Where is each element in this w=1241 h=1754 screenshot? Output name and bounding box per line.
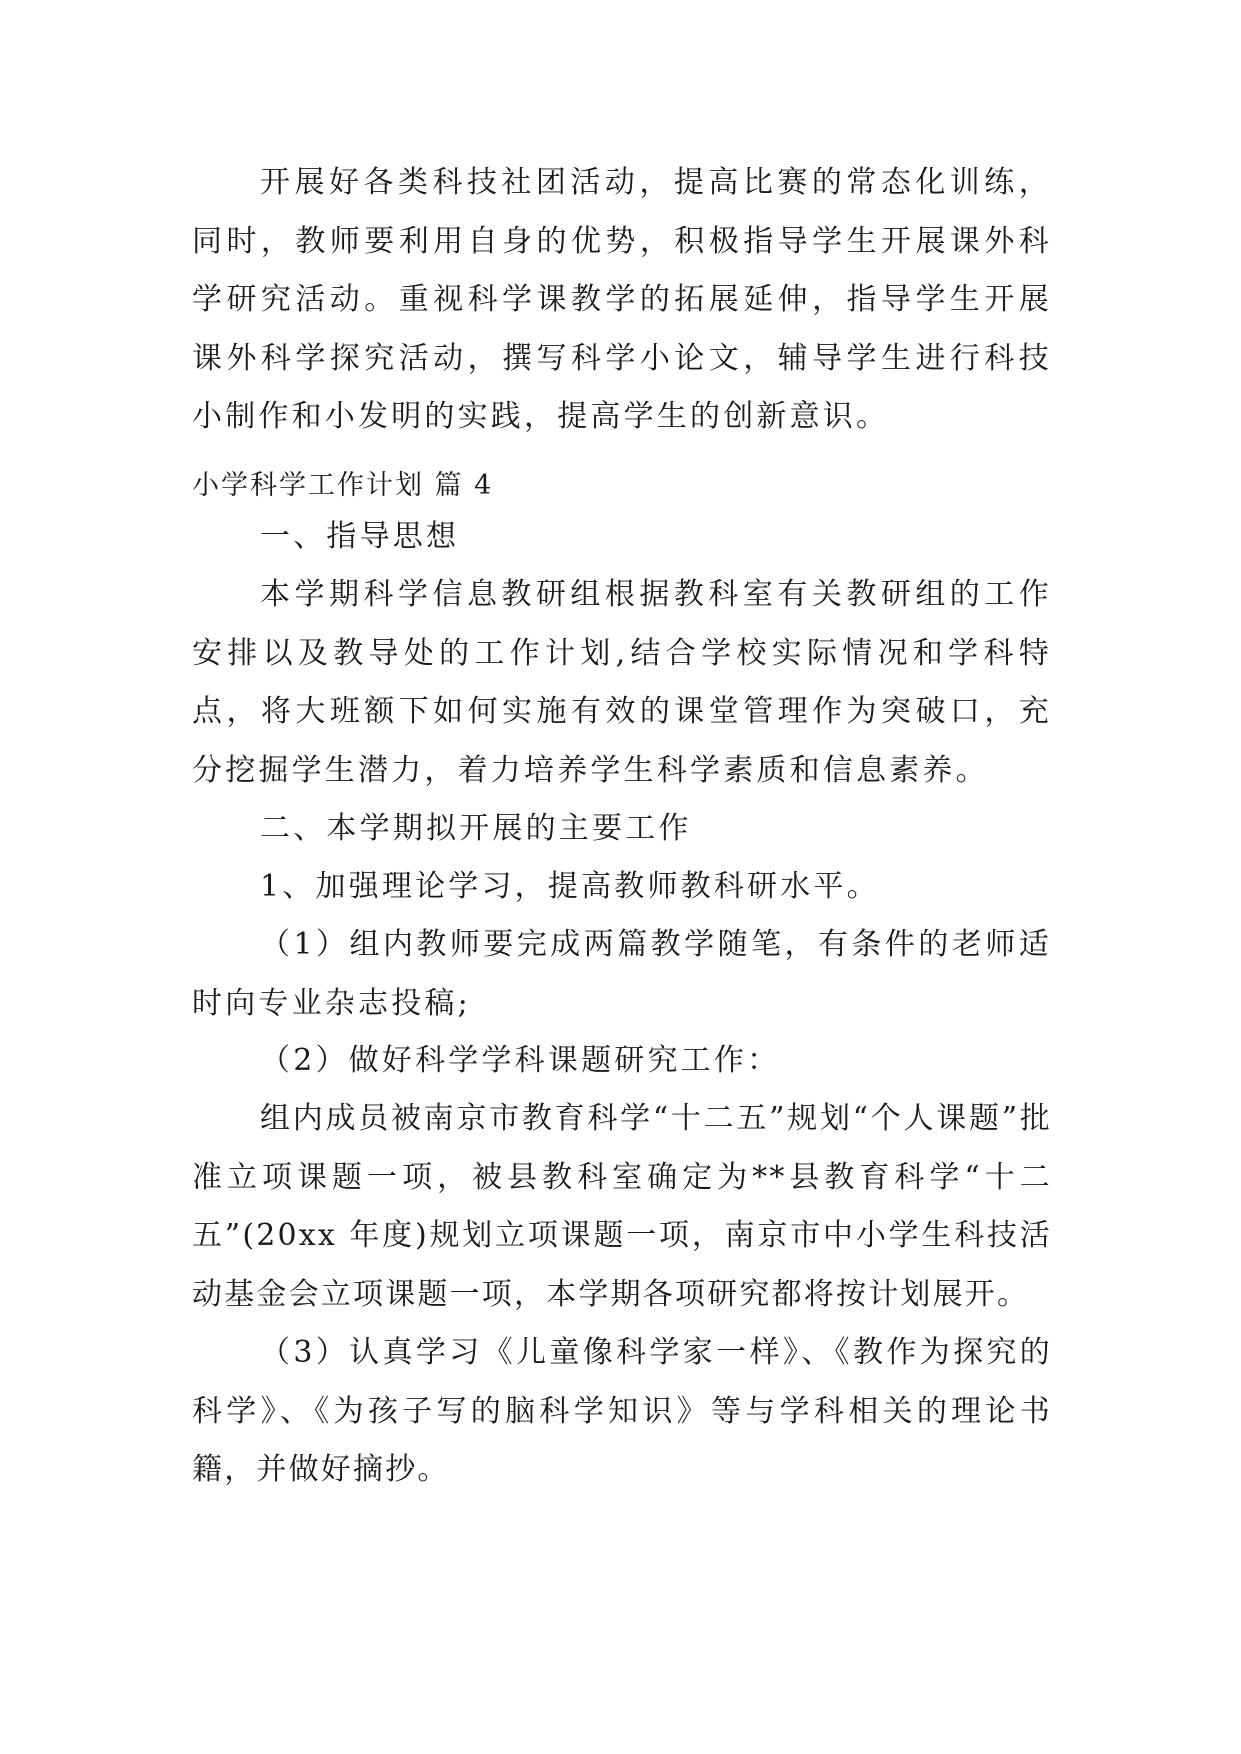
item-theory-study: 1、加强理论学习，提高教师教科研水平。 <box>260 869 880 904</box>
section-title: 小学科学工作计划 篇 4 <box>192 470 494 501</box>
paragraph-guiding-thought: 本学期科学信息教研组根据教科室有关教研组的工作安排以及教导处的工作计划,结合学校实际情况和学科特点，将大班额下如何实施有效的课堂管理作为突破口，充分挖掘学生潜力，着力培养学生科学素质和信息素养。 <box>192 577 1052 788</box>
intro-paragraph: 开展好各类科技社团活动，提高比赛的常态化训练，同时，教师要利用自身的优势，积极指导学生开展课外科学研究活动。重视科学课教学的拓展延伸，指导学生开展课外科学探究活动，撰写科学小论文，辅导学生进行科技小制作和小发明的实践，提高学生的创新意识。 <box>192 165 1052 434</box>
item-2-research: （2）做好科学学科课题研究工作： <box>260 1043 781 1078</box>
heading-main-work: 二、本学期拟开展的主要工作 <box>260 811 692 846</box>
heading-guiding-thought: 一、指导思想 <box>260 519 460 554</box>
item-3-reading: （3）认真学习《儿童像科学家一样》、《教作为探究的科学》、《为孩子写的脑科学知识》等与学科相关的理论书籍，并做好摘抄。 <box>192 1335 1052 1487</box>
item-1-essays: （1）组内教师要完成两篇教学随笔，有条件的老师适时向专业杂志投稿; <box>192 927 1052 1021</box>
paragraph-research-projects: 组内成员被南京市教育科学“十二五”规划“个人课题”批准立项课题一项，被县教科室确定为**县教育科学“十二五”(20xx 年度)规划立项课题一项，南京市中小学生科技活动基金会立项课题一项，本学期各项研究都将按计划展开。 <box>192 1101 1052 1312</box>
